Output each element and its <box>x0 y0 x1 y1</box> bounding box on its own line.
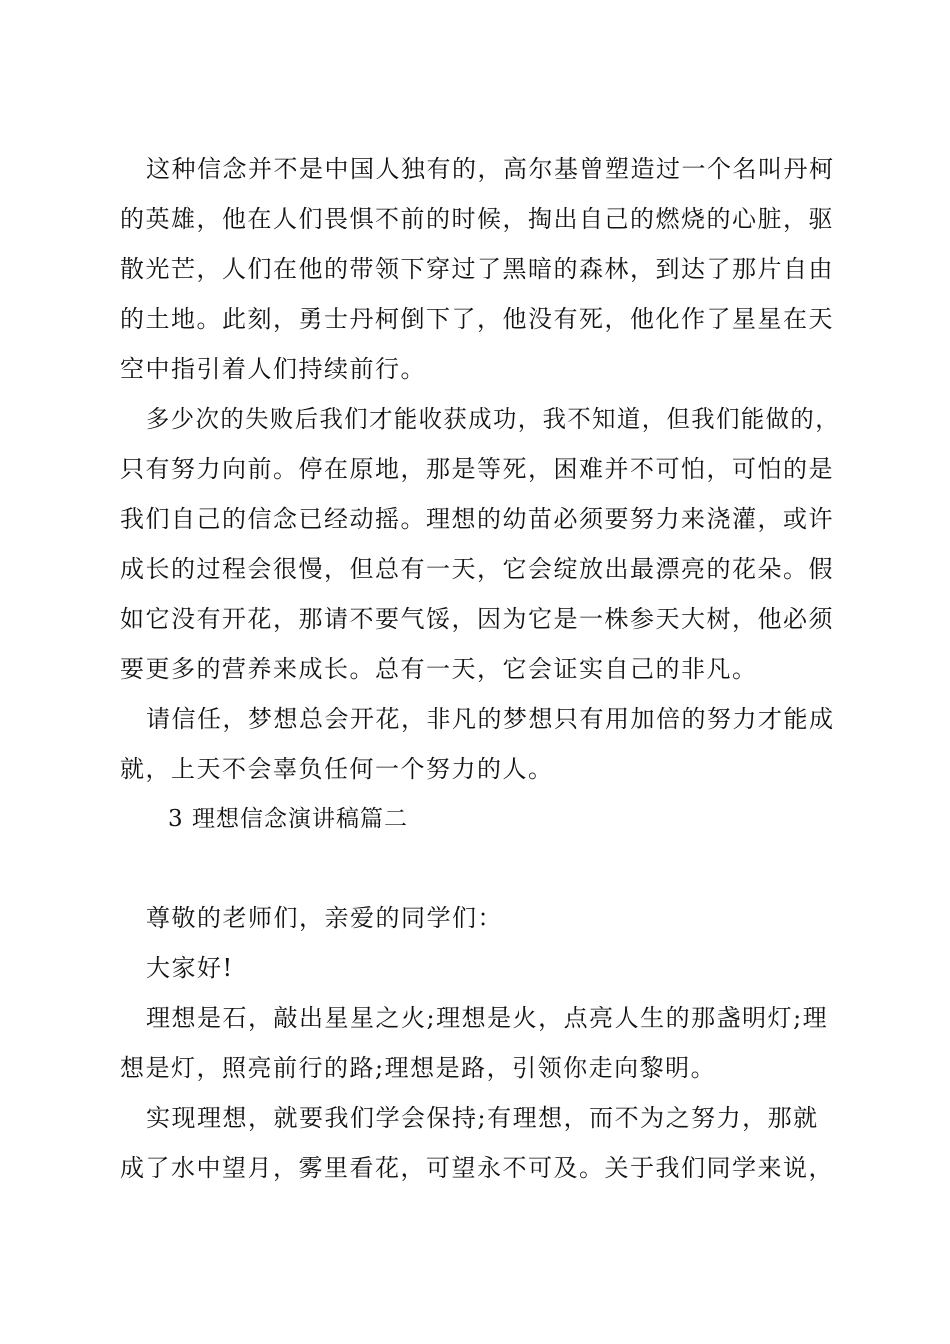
text-line: 成长的过程会很慢，但总有一天，它会绽放出最漂亮的花朵。假 <box>120 555 834 583</box>
text-line: 实现理想，就要我们学会保持;有理想，而不为之努力，那就 <box>146 1104 819 1132</box>
text-line: 的英雄，他在人们畏惧不前的时候，掏出自己的燃烧的心脏，驱 <box>120 205 834 233</box>
text-line: 想是灯，照亮前行的路;理想是路，引领你走向黎明。 <box>120 1054 717 1082</box>
text-line: 要更多的营养来成长。总有一天，它会证实自己的非凡。 <box>120 655 758 683</box>
text-line: 的土地。此刻，勇士丹柯倒下了，他没有死，他化作了星星在天 <box>120 305 834 333</box>
text-line: 我们自己的信念已经动摇。理想的幼苗必须要努力来浇灌，或许 <box>120 505 834 533</box>
text-line: 成了水中望月，雾里看花，可望永不可及。关于我们同学来说， <box>120 1154 834 1182</box>
section-heading: 3 理想信念演讲稿篇二 <box>168 806 408 832</box>
text-line: 尊敬的老师们，亲爱的同学们： <box>146 904 503 932</box>
text-line: 请信任，梦想总会开花，非凡的梦想只有用加倍的努力才能成 <box>146 705 835 733</box>
text-line: 如它没有开花，那请不要气馁，因为它是一株参天大树，他必须 <box>120 605 834 633</box>
text-line: 散光芒，人们在他的带领下穿过了黑暗的森林，到达了那片自由 <box>120 255 834 283</box>
text-line: 只有努力向前。停在原地，那是等死，困难并不可怕，可怕的是 <box>120 455 834 483</box>
text-line: 多少次的失败后我们才能收获成功，我不知道，但我们能做的， <box>146 405 840 433</box>
text-line: 这种信念并不是中国人独有的，高尔基曾塑造过一个名叫丹柯 <box>146 155 835 183</box>
text-line: 就，上天不会辜负任何一个努力的人。 <box>120 755 554 783</box>
text-line: 空中指引着人们持续前行。 <box>120 355 426 383</box>
text-line: 大家好! <box>146 954 234 982</box>
text-line: 理想是石，敲出星星之火;理想是火，点亮人生的那盏明灯;理 <box>146 1004 829 1032</box>
